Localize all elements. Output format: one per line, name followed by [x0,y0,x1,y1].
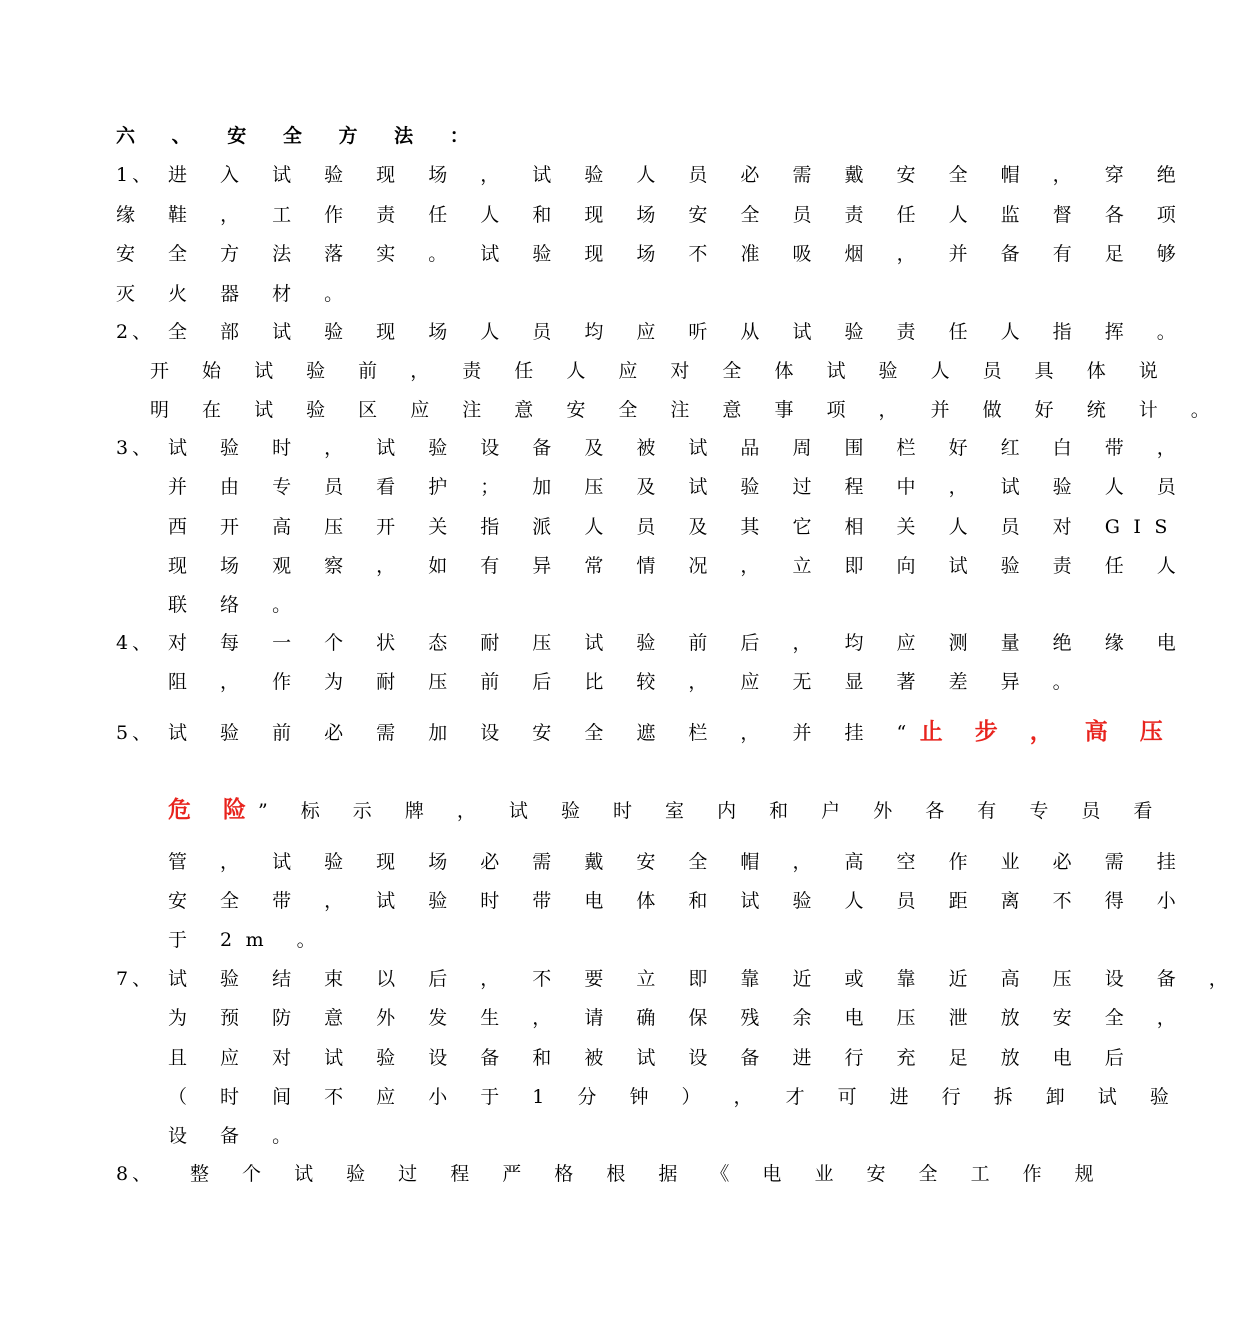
item-number: 1、 [116,164,156,186]
list-item-1-line-4: 灭 火 器 材 。 [116,283,357,305]
list-item-8-line-1 [116,1162,1107,1186]
list-item-4-line-1 [116,631,1189,655]
list-item-4-line-2: 阻 ， 作 为 耐 压 前 后 比 较 ， 应 无 显 著 差 异 。 [168,671,1086,693]
item-number: 7、 [116,968,156,990]
list-item-5-line-1 [116,720,1175,745]
list-item-3-line-5: 联 络 。 [168,594,305,616]
item-text: 试 验 前 必 需 加 设 安 全 遮 栏 ， 并 挂 “ [168,722,920,744]
list-item-2-line-3: 明 在 试 验 区 应 注 意 安 全 注 意 事 项 ， 并 做 好 统 计 。 [150,399,1224,421]
list-item-3-line-2: 并 由 专 员 看 护 ； 加 压 及 试 验 过 程 中 ， 试 验 人 员 [168,476,1190,498]
item-number: 2、 [116,321,156,343]
list-item-3-line-1 [116,436,1189,460]
list-item-5-line-4: 安 全 带 ， 试 验 时 带 电 体 和 试 验 人 员 距 离 不 得 小 [168,890,1190,912]
item-number: 5、 [116,722,156,744]
list-item-2-line-2: 开 始 试 验 前 ， 责 任 人 应 对 全 体 试 验 人 员 具 体 说 [150,360,1172,382]
item-text: 整 个 试 验 过 程 严 格 根 据 《 电 业 安 全 工 作 规 [190,1163,1108,1185]
item-text: 试 验 结 束 以 后 ， 不 要 立 即 靠 近 或 靠 近 高 压 设 备 ， [168,968,1241,990]
list-item-5-line-5: 于 2m 。 [168,929,330,951]
item-number: 8、 [116,1163,156,1185]
list-item-1-line-2: 缘 鞋 ， 工 作 责 任 人 和 现 场 安 全 员 责 任 人 监 督 各 项 [116,204,1190,226]
item-text: 对 每 一 个 状 态 耐 压 试 验 前 后 ， 均 应 测 量 绝 缘 电 [168,632,1190,654]
item-text: 进 入 试 验 现 场 ， 试 验 人 员 必 需 戴 安 全 帽 ， 穿 绝 [168,164,1190,186]
item-text: 全 部 试 验 现 场 人 员 均 应 听 从 试 验 责 任 人 指 挥 。 [168,321,1190,343]
list-item-3-line-4: 现 场 观 察 ， 如 有 异 常 情 况 ， 立 即 向 试 验 责 任 人 [168,555,1190,577]
list-item-7-line-2: 为 预 防 意 外 发 生 ， 请 确 保 残 余 电 压 泄 放 安 全 ， [168,1007,1190,1029]
list-item-1-line-1 [116,163,1189,187]
warning-sign-text-continued: 危 险 [168,796,259,823]
item-number: 4、 [116,632,156,654]
list-item-7-line-1 [116,967,1241,991]
warning-sign-text: 止 步 ， 高 压 [919,718,1175,745]
item-text: ” 标 示 牌 ， 试 验 时 室 内 和 户 外 各 有 专 员 看 [258,800,1166,822]
list-item-7-line-3: 且 应 对 试 验 设 备 和 被 试 设 备 进 行 充 足 放 电 后 [168,1047,1138,1069]
list-item-7-line-4: （ 时 间 不 应 小 于 1 分 钟 ） ， 才 可 进 行 拆 卸 试 验 [168,1086,1183,1108]
list-item-3-line-3: 西 开 高 压 开 关 指 派 人 员 及 其 它 相 关 人 员 对 GIS [168,516,1181,538]
item-number: 3、 [116,437,156,459]
section-heading: 六 、 安 全 方 法 ： [116,125,484,147]
item-text: 试 验 时 ， 试 验 设 备 及 被 试 品 周 围 栏 好 红 白 带 ， [168,437,1190,459]
list-item-5-line-2 [168,798,1166,823]
list-item-1-line-3: 安 全 方 法 落 实 。 试 验 现 场 不 准 吸 烟 ， 并 备 有 足 够 [116,243,1190,265]
list-item-7-line-5: 设 备 。 [168,1125,305,1147]
list-item-5-line-3: 管 ， 试 验 现 场 必 需 戴 安 全 帽 ， 高 空 作 业 必 需 挂 [168,851,1190,873]
list-item-2-line-1 [116,320,1189,344]
